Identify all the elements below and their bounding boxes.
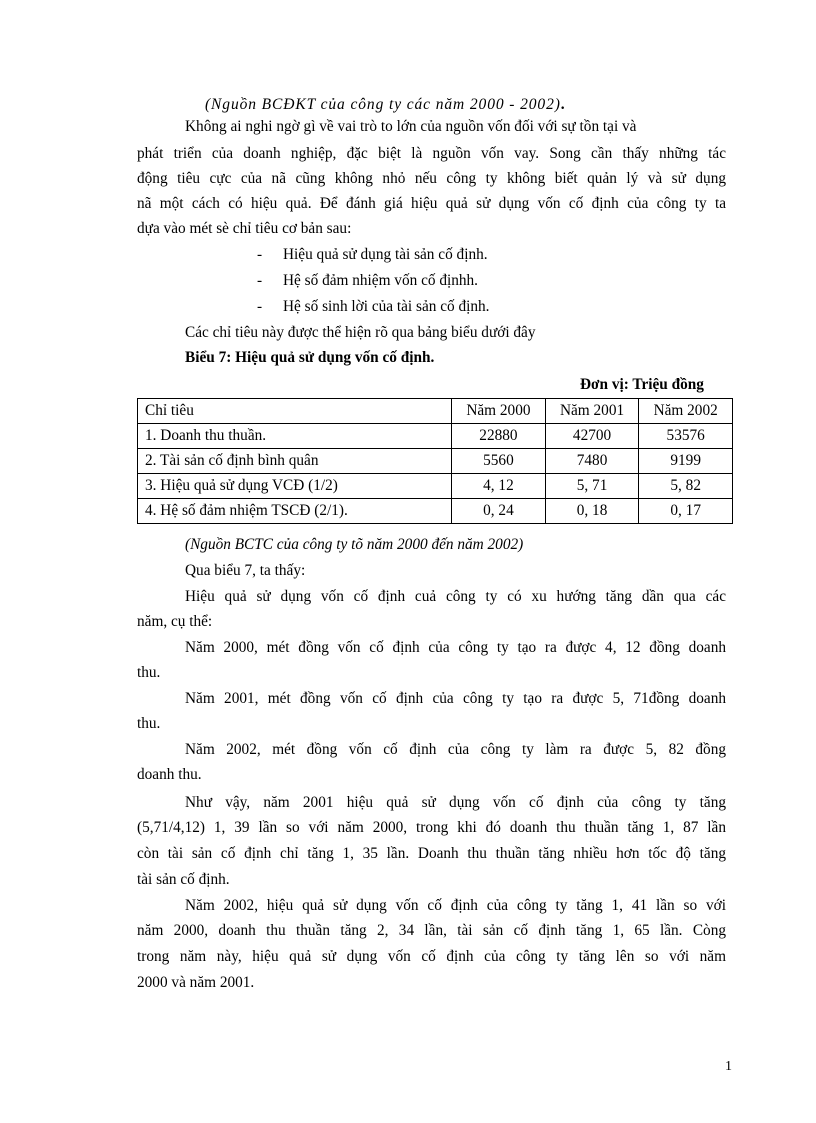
table-cell: 3. Hiệu quả sử dụng VCĐ (1/2): [138, 474, 452, 499]
header-cell: Chỉ tiêu: [138, 399, 452, 424]
table-cell: 2. Tài sản cố định bình quân: [138, 449, 452, 474]
table-cell: 9199: [639, 449, 733, 474]
intro-line-5: dựa vào mét sè chỉ tiêu cơ bản sau:: [137, 220, 352, 237]
body-line: Như vậy, năm 2001 hiệu quả sử dụng vốn cố định của công ty tăng: [185, 794, 726, 811]
table-cell: 4, 12: [452, 474, 546, 499]
source-note-top: (Nguồn BCĐKT của công ty các năm 2000 - 2002).: [205, 96, 566, 113]
page-number: 1: [725, 1059, 732, 1074]
bullet-item: [257, 271, 478, 291]
intro-line-2: phát triển của doanh nghiệp, đặc biệt là nguồn vốn vay. Song cần thấy những tác: [137, 145, 726, 162]
bullet-item: [257, 245, 488, 265]
table-cell: 5, 82: [639, 474, 733, 499]
body-line: thu.: [137, 715, 161, 732]
body-line: Năm 2001, mét đồng vốn cố định của công ty tạo ra được 5, 71đồng doanh: [185, 690, 726, 707]
fixed-capital-efficiency-table: [137, 398, 733, 524]
body-line: Năm 2002, hiệu quả sử dụng vốn cố định của công ty tăng 1, 41 lần so với: [185, 897, 726, 914]
body-line: thu.: [137, 664, 161, 681]
table-cell: 1. Doanh thu thuần.: [138, 424, 452, 449]
body-paragraph: Qua biểu 7, ta thấy:: [185, 562, 306, 579]
unit-label: Đơn vị: Triệu đồng: [580, 376, 704, 393]
bullet-dash: -: [257, 246, 263, 263]
body-line: (5,71/4,12) 1, 39 lần so với năm 2000, trong khi đó doanh thu thuần tăng 1, 87 lần: [137, 819, 726, 836]
table-cell: 5560: [452, 449, 546, 474]
table-cell: 7480: [545, 449, 639, 474]
bullet-item: [257, 297, 490, 317]
intro-line-3: động tiêu cực của nã cũng không nhỏ nếu công ty không biết quản lý và sử dụng: [137, 170, 726, 187]
body-line: năm, cụ thể:: [137, 613, 213, 630]
body-line: Năm 2002, mét đồng vốn cố định của công ty làm ra được 5, 82 đồng: [185, 741, 726, 758]
intro-line-4: nã một cách có hiệu quả. Để đánh giá hiệu quả sử dụng vốn cố định của công ty ta: [137, 195, 726, 212]
body-line: còn tài sản cố định chỉ tăng 1, 35 lần. Doanh thu thuần tăng nhiều hơn tốc độ tăng: [137, 845, 726, 862]
body-line: doanh thu.: [137, 766, 202, 783]
table-cell: 0, 18: [545, 499, 639, 524]
table-title: Biểu 7: Hiệu quả sử dụng vốn cố định.: [185, 349, 435, 366]
table-cell: 53576: [639, 424, 733, 449]
bullet-text: Hiệu quả sử dụng tài sản cố định.: [283, 246, 488, 263]
table-cell: 0, 24: [452, 499, 546, 524]
table-header-row: [138, 399, 733, 424]
header-cell: Năm 2000: [452, 399, 546, 424]
table-row: [138, 424, 733, 449]
table-cell: 5, 71: [545, 474, 639, 499]
table-cell: 42700: [545, 424, 639, 449]
body-line: tài sản cố định.: [137, 871, 230, 888]
table-row: [138, 474, 733, 499]
bullet-text: Hệ số sinh lời của tài sản cố định.: [283, 298, 490, 315]
lead-line: Các chỉ tiêu này được thể hiện rõ qua bảng biểu dưới đây: [185, 324, 536, 341]
table-cell: 4. Hệ số đảm nhiệm TSCĐ (2/1).: [138, 499, 452, 524]
body-line: Năm 2000, mét đồng vốn cố định của công ty tạo ra được 4, 12 đồng doanh: [185, 639, 726, 656]
table-row: [138, 499, 733, 524]
body-line: năm 2000, doanh thu thuần tăng 2, 34 lần, tài sản cố định tăng 1, 65 lần. Còng: [137, 922, 726, 939]
body-line: Hiệu quả sử dụng vốn cố định cuả công ty có xu hướng tăng dần qua các: [185, 588, 726, 605]
table-row: [138, 449, 733, 474]
bullet-text: Hệ số đảm nhiệm vốn cố địnhh.: [283, 272, 479, 289]
table-source-note: (Nguồn BCTC của công ty tõ năm 2000 đến năm 2002): [185, 536, 524, 553]
header-cell: Năm 2001: [545, 399, 639, 424]
body-line: trong năm này, hiệu quả sử dụng vốn cố định của công ty tăng lên so với năm: [137, 948, 726, 965]
bullet-dash: -: [257, 272, 263, 289]
body-line: 2000 và năm 2001.: [137, 974, 255, 991]
header-cell: Năm 2002: [639, 399, 733, 424]
table-cell: 22880: [452, 424, 546, 449]
intro-line-1: Không ai nghi ngờ gì về vai trò to lớn của nguồn vốn đối với sự tồn tại và: [185, 118, 637, 135]
table-cell: 0, 17: [639, 499, 733, 524]
bullet-dash: -: [257, 298, 263, 315]
